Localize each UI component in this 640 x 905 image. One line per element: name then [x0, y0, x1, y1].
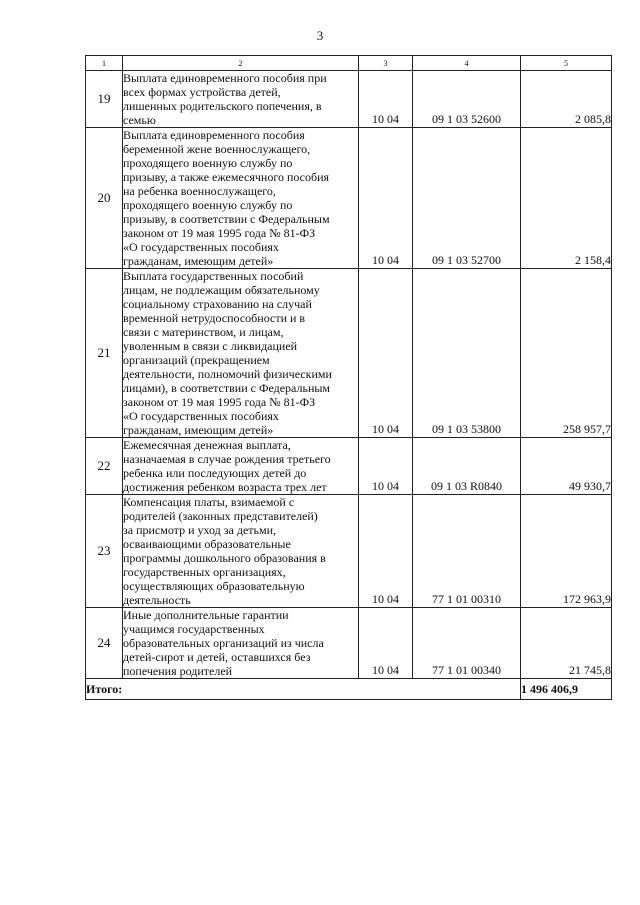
- row-section: 10 04: [359, 495, 413, 608]
- header-row: [86, 56, 612, 71]
- description-line: проходящего военную службу по: [123, 198, 293, 212]
- description-line: на ребенка военнослужащего,: [123, 184, 276, 198]
- description-line: программы дошкольного образования в: [123, 551, 326, 565]
- description-line: беременной жене военнослужащего,: [123, 142, 311, 156]
- header-col-5: 5: [521, 56, 612, 71]
- description-line: за присмотр и уход за детьми,: [123, 523, 277, 537]
- header-col-4: 4: [413, 56, 521, 71]
- description-line: лицами), в соответствии с Федеральным: [123, 381, 331, 395]
- total-value: 1 496 406,9: [521, 679, 612, 700]
- description-line: осваивающими образовательные: [123, 537, 291, 551]
- header-col-3: 3: [359, 56, 413, 71]
- row-amount: 49 930,7: [521, 438, 612, 495]
- description-line: временной нетрудоспособности и в: [123, 311, 306, 325]
- description-line: Выплата единовременного пособия: [123, 128, 305, 142]
- description-line: родителей (законных представителей): [123, 509, 318, 523]
- row-description: [123, 608, 359, 679]
- table-row: [86, 438, 612, 495]
- row-section: 10 04: [359, 71, 413, 128]
- description-line: гражданам, имеющим детей»: [123, 254, 274, 268]
- row-section: 10 04: [359, 608, 413, 679]
- row-amount: 21 745,8: [521, 608, 612, 679]
- table-row: [86, 269, 612, 438]
- description-line: организаций (прекращением: [123, 353, 270, 367]
- description-line: образовательных организаций из числа: [123, 636, 324, 650]
- description-line: государственных организациях,: [123, 565, 286, 579]
- description-line: Выплата государственных пособий: [123, 269, 304, 283]
- table-row: [86, 71, 612, 128]
- header-col-1: 1: [86, 56, 123, 71]
- description-line: назначаемая в случае рождения третьего: [123, 452, 331, 466]
- table-row: [86, 495, 612, 608]
- row-code: 77 1 01 00310: [413, 495, 521, 608]
- description-line: деятельности, полномочий физическими: [123, 367, 332, 381]
- row-code: 09 1 03 52600: [413, 71, 521, 128]
- total-label: Итого:: [86, 679, 521, 700]
- row-number: 21: [86, 269, 123, 438]
- description-line: осуществляющих образовательную: [123, 579, 305, 593]
- row-number: 24: [86, 608, 123, 679]
- row-number: 23: [86, 495, 123, 608]
- description-line: всех формах устройства детей,: [123, 85, 281, 99]
- description-line: попечения родителей: [123, 664, 233, 678]
- description-line: Выплата единовременного пособия при: [123, 71, 327, 85]
- total-row: [86, 679, 612, 700]
- row-amount: 2 085,8: [521, 71, 612, 128]
- description-line: социальному страхованию на случай: [123, 297, 312, 311]
- page-number: 3: [316, 28, 324, 43]
- description-line: деятельность: [123, 593, 191, 607]
- row-code: 09 1 03 R0840: [413, 438, 521, 495]
- description-line: гражданам, имеющим детей»: [123, 423, 274, 437]
- description-line: «О государственных пособиях: [123, 409, 279, 423]
- row-section: 10 04: [359, 269, 413, 438]
- description-line: законом от 19 мая 1995 года № 81-ФЗ: [123, 226, 316, 240]
- description-line: Компенсация платы, взимаемой с: [123, 495, 295, 509]
- row-number: 19: [86, 71, 123, 128]
- description-line: уволенным в связи с ликвидацией: [123, 339, 298, 353]
- description-line: «О государственных пособиях: [123, 240, 279, 254]
- row-code: 09 1 03 52700: [413, 128, 521, 269]
- row-description: [123, 438, 359, 495]
- table-row: [86, 608, 612, 679]
- description-line: проходящего военную службу по: [123, 156, 293, 170]
- description-line: учащимся государственных: [123, 622, 265, 636]
- description-line: связи с материнством, и лицам,: [123, 325, 284, 339]
- description-line: законом от 19 мая 1995 года № 81-ФЗ: [123, 395, 316, 409]
- row-code: 77 1 01 00340: [413, 608, 521, 679]
- row-section: 10 04: [359, 438, 413, 495]
- row-description: [123, 71, 359, 128]
- row-section: 10 04: [359, 128, 413, 269]
- row-description: [123, 495, 359, 608]
- description-line: достижения ребенком возраста трех лет: [123, 480, 327, 494]
- header-col-2: 2: [123, 56, 359, 71]
- description-line: детей-сирот и детей, оставшихся без: [123, 650, 311, 664]
- row-description: [123, 128, 359, 269]
- row-number: 20: [86, 128, 123, 269]
- table-row: [86, 128, 612, 269]
- description-line: призыву, в соответствии с Федеральным: [123, 212, 330, 226]
- description-line: Ежемесячная денежная выплата,: [123, 438, 291, 452]
- description-line: лицам, не подлежащим обязательному: [123, 283, 320, 297]
- row-number: 22: [86, 438, 123, 495]
- description-line: семью: [123, 113, 156, 127]
- row-amount: 2 158,4: [521, 128, 612, 269]
- row-code: 09 1 03 53800: [413, 269, 521, 438]
- description-line: призыву, а также ежемесячного пособия: [123, 170, 330, 184]
- budget-table: [85, 55, 612, 700]
- row-description: [123, 269, 359, 438]
- row-amount: 258 957,7: [521, 269, 612, 438]
- description-line: ребенка или последующих детей до: [123, 466, 307, 480]
- description-line: лишенных родительского попечения, в: [123, 99, 322, 113]
- description-line: Иные дополнительные гарантии: [123, 608, 289, 622]
- row-amount: 172 963,9: [521, 495, 612, 608]
